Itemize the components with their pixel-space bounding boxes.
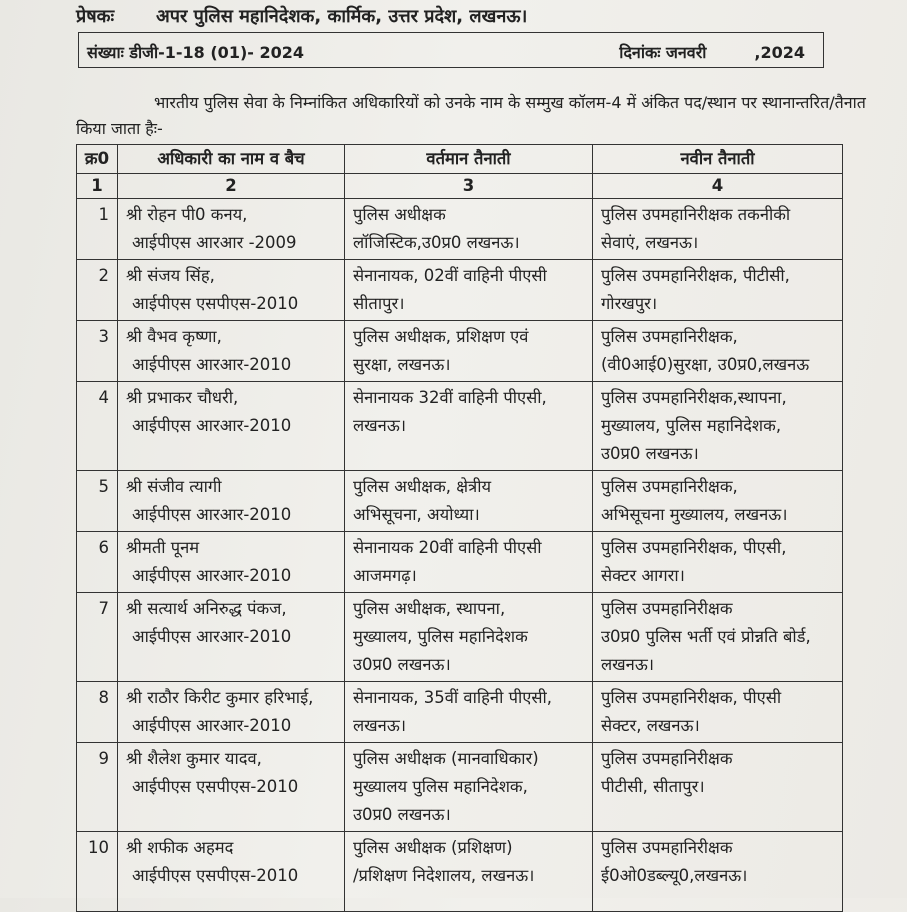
current-posting-cell <box>345 743 593 832</box>
new-posting-line: पुलिस उपमहानिरीक्षक, <box>601 327 738 346</box>
new-posting-cell <box>593 471 843 532</box>
officer-batch: आईपीएस आरआर-2010 <box>132 566 292 585</box>
current-posting-cell <box>345 532 593 593</box>
column-number-row <box>77 174 843 199</box>
date-year: ,2024 <box>754 43 805 62</box>
new-posting-cell <box>593 382 843 471</box>
new-posting-cell <box>593 260 843 321</box>
officer-batch: आईपीएस आरआर-2010 <box>132 627 292 646</box>
row-serial: 10 <box>77 832 118 912</box>
current-posting-cell <box>345 471 593 532</box>
new-posting-line: पुलिस उपमहानिरीक्षक <box>601 599 733 618</box>
current-posting-cell <box>345 321 593 382</box>
current-posting-line: सेनानायक, 02वीं वाहिनी पीएसी <box>353 266 547 285</box>
row-serial: 2 <box>77 260 118 321</box>
current-posting-line: सीतापुर। <box>353 294 405 313</box>
officer-batch: आईपीएस आरआर-2010 <box>132 355 292 374</box>
new-posting-cell <box>593 832 843 912</box>
new-posting-line: उ0प्र0 लखनऊ। <box>601 444 699 463</box>
current-posting-line: लॉजिस्टिक,उ0प्र0 लखनऊ। <box>353 233 520 252</box>
table-row <box>77 199 843 260</box>
sender-label: प्रेषकः <box>76 6 115 27</box>
current-posting-line: पुलिस अधीक्षक, प्रशिक्षण एवं <box>353 327 529 346</box>
reference-number: संख्याः डीजी-1-18 (01)- 2024 <box>87 43 305 62</box>
officer-cell <box>118 682 345 743</box>
table-row <box>77 743 843 832</box>
officer-cell <box>118 593 345 682</box>
date-label: दिनांकः जनवरी <box>619 43 707 62</box>
current-posting-line: सुरक्षा, लखनऊ। <box>353 355 451 374</box>
new-posting-line: गोरखपुर। <box>601 294 658 313</box>
row-serial: 1 <box>77 199 118 260</box>
date <box>619 41 805 63</box>
header-row <box>77 145 843 174</box>
current-posting-line: उ0प्र0 लखनऊ। <box>353 805 451 824</box>
officer-cell <box>118 471 345 532</box>
current-posting-line: आजमगढ़। <box>353 566 417 585</box>
current-posting-cell <box>345 593 593 682</box>
header-current: वर्तमान तैनाती <box>345 145 593 174</box>
officer-batch: आईपीएस एसपीएस-2010 <box>132 777 299 796</box>
officer-name: श्री शफीक अहमद <box>126 838 234 857</box>
table-row <box>77 382 843 471</box>
intro-paragraph <box>76 90 876 142</box>
row-serial: 4 <box>77 382 118 471</box>
current-posting-cell <box>345 260 593 321</box>
officer-cell <box>118 532 345 593</box>
officer-name: श्री रोहन पी0 कनय, <box>126 205 248 224</box>
transfer-table <box>76 144 843 912</box>
colnum-3: 3 <box>345 174 593 199</box>
current-posting-line: पुलिस अधीक्षक <box>353 205 446 224</box>
sender-line <box>76 4 527 28</box>
colnum-2: 2 <box>118 174 345 199</box>
officer-batch: आईपीएस आरआर-2010 <box>132 505 292 524</box>
officer-batch: आईपीएस एसपीएस-2010 <box>132 866 299 885</box>
new-posting-cell <box>593 743 843 832</box>
new-posting-line: मुख्यालय, पुलिस महानिदेशक, <box>601 416 782 435</box>
new-posting-line: अभिसूचना मुख्यालय, लखनऊ। <box>601 505 788 524</box>
new-posting-line: पुलिस उपमहानिरीक्षक, <box>601 477 738 496</box>
sender-name: अपर पुलिस महानिदेशक, कार्मिक, उत्तर प्रदेश, लखनऊ। <box>156 6 528 27</box>
new-posting-line: पुलिस उपमहानिरीक्षक, पीएसी <box>601 688 782 707</box>
row-serial: 7 <box>77 593 118 682</box>
new-posting-line: पुलिस उपमहानिरीक्षक, पीएसी, <box>601 538 787 557</box>
table-row <box>77 682 843 743</box>
officer-cell <box>118 832 345 912</box>
current-posting-line: पुलिस अधीक्षक, क्षेत्रीय <box>353 477 492 496</box>
officer-name: श्री राठौर किरीट कुमार हरिभाई, <box>126 688 314 707</box>
new-posting-line: सेवाएं, लखनऊ। <box>601 233 699 252</box>
officer-batch: आईपीएस आरआर-2010 <box>132 416 292 435</box>
new-posting-line: पुलिस उपमहानिरीक्षक तकनीकी <box>601 205 791 224</box>
officer-name: श्रीमती पूनम <box>126 538 200 557</box>
table-row <box>77 471 843 532</box>
officer-cell <box>118 260 345 321</box>
new-posting-line: सेक्टर आगरा। <box>601 566 685 585</box>
intro-line-1: भारतीय पुलिस सेवा के निम्नांकित अधिकारियों को उनके नाम के सम्मुख कॉलम-4 में अंकित पद/स्थान पर <box>154 93 757 112</box>
row-serial: 5 <box>77 471 118 532</box>
officer-name: श्री संजीव त्यागी <box>126 477 222 496</box>
table-row <box>77 593 843 682</box>
current-posting-line: पुलिस अधीक्षक (प्रशिक्षण) <box>353 838 513 857</box>
new-posting-line: उ0प्र0 पुलिस भर्ती एवं प्रोन्नति बोर्ड, <box>601 627 811 646</box>
officer-batch: आईपीएस आरआर-2010 <box>132 716 292 735</box>
row-serial: 9 <box>77 743 118 832</box>
header-new: नवीन तैनाती <box>593 145 843 174</box>
new-posting-line: ई0ओ0डब्ल्यू0,लखनऊ। <box>601 866 748 885</box>
officer-name: श्री प्रभाकर चौधरी, <box>126 388 239 407</box>
officer-name: श्री शैलेश कुमार यादव, <box>126 749 262 768</box>
current-posting-line: लखनऊ। <box>353 716 407 735</box>
table-row <box>77 260 843 321</box>
officer-batch: आईपीएस आरआर -2009 <box>132 233 297 252</box>
row-serial: 6 <box>77 532 118 593</box>
new-posting-line: पीटीसी, सीतापुर। <box>601 777 705 796</box>
current-posting-line: सेनानायक 20वीं वाहिनी पीएसी <box>353 538 542 557</box>
current-posting-line: मुख्यालय, पुलिस महानिदेशक <box>353 627 528 646</box>
new-posting-cell <box>593 321 843 382</box>
new-posting-line: लखनऊ। <box>601 655 655 674</box>
current-posting-line: लखनऊ। <box>353 416 407 435</box>
new-posting-line: पुलिस उपमहानिरीक्षक, पीटीसी, <box>601 266 790 285</box>
current-posting-line: उ0प्र0 लखनऊ। <box>353 655 451 674</box>
new-posting-line: (वी0आई0)सुरक्षा, उ0प्र0,लखनऊ <box>601 355 810 374</box>
new-posting-cell <box>593 682 843 743</box>
officer-cell <box>118 382 345 471</box>
table-row <box>77 532 843 593</box>
current-posting-line: अभिसूचना, अयोध्या। <box>353 505 480 524</box>
new-posting-line: सेक्टर, लखनऊ। <box>601 716 700 735</box>
officer-cell <box>118 199 345 260</box>
current-posting-line: सेनानायक 32वीं वाहिनी पीएसी, <box>353 388 547 407</box>
intro-line-2: स्थानान्तरित/तैनात किया जाता हैः- <box>76 93 866 138</box>
new-posting-line: पुलिस उपमहानिरीक्षक,स्थापना, <box>601 388 787 407</box>
current-posting-cell <box>345 382 593 471</box>
new-posting-line: पुलिस उपमहानिरीक्षक <box>601 838 733 857</box>
row-serial: 8 <box>77 682 118 743</box>
officer-name: श्री सत्यार्थ अनिरुद्ध पंकज, <box>126 599 287 618</box>
table-row <box>77 832 843 912</box>
current-posting-cell <box>345 682 593 743</box>
new-posting-cell <box>593 532 843 593</box>
colnum-4: 4 <box>593 174 843 199</box>
current-posting-line: मुख्यालय पुलिस महानिदेशक, <box>353 777 528 796</box>
current-posting-line: सेनानायक, 35वीं वाहिनी पीएसी, <box>353 688 553 707</box>
new-posting-cell <box>593 593 843 682</box>
header-sn: क्र0 <box>77 145 118 174</box>
header-name: अधिकारी का नाम व बैच <box>118 145 345 174</box>
current-posting-cell <box>345 199 593 260</box>
current-posting-line: पुलिस अधीक्षक (मानवाधिकार) <box>353 749 539 768</box>
colnum-1: 1 <box>77 174 118 199</box>
current-posting-line: पुलिस अधीक्षक, स्थापना, <box>353 599 506 618</box>
reference-box <box>78 32 824 68</box>
row-serial: 3 <box>77 321 118 382</box>
current-posting-cell <box>345 832 593 912</box>
officer-batch: आईपीएस एसपीएस-2010 <box>132 294 299 313</box>
officer-name: श्री वैभव कृष्णा, <box>126 327 222 346</box>
officer-name: श्री संजय सिंह, <box>126 266 215 285</box>
new-posting-line: पुलिस उपमहानिरीक्षक <box>601 749 733 768</box>
new-posting-cell <box>593 199 843 260</box>
officer-cell <box>118 321 345 382</box>
current-posting-line: /प्रशिक्षण निदेशालय, लखनऊ। <box>353 866 535 885</box>
table-row <box>77 321 843 382</box>
officer-cell <box>118 743 345 832</box>
